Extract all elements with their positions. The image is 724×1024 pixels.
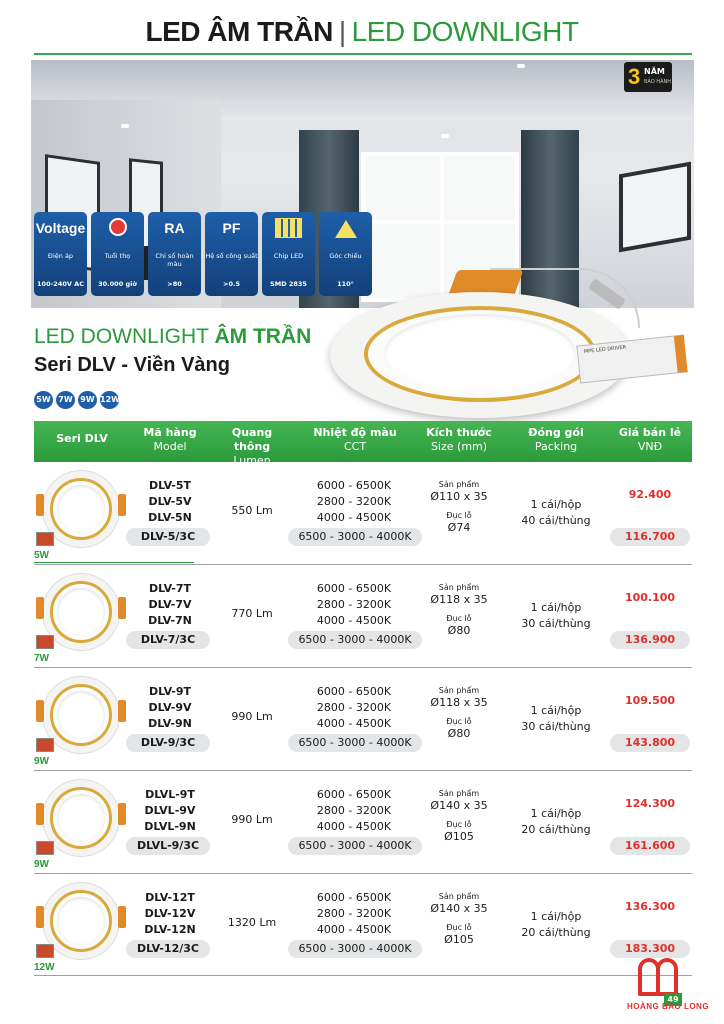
row-cct: 6000 - 6500K 2800 - 3200K 4000 - 4500K xyxy=(316,479,392,524)
row-divider xyxy=(34,975,692,976)
product-thumbnail xyxy=(36,777,124,857)
badge-value: 100-240V AC xyxy=(37,280,84,288)
badge-value: 110° xyxy=(337,280,354,288)
badge-value: >80 xyxy=(167,280,182,288)
product-thumbnail xyxy=(36,674,124,754)
header-divider xyxy=(34,53,692,55)
badge-chip xyxy=(262,212,315,296)
row-wattage: 7W xyxy=(34,653,49,664)
badge-voltage xyxy=(34,212,87,296)
row-divider xyxy=(34,770,692,771)
row-price-3c: 161.600 xyxy=(610,837,690,855)
badge-ra xyxy=(148,212,201,296)
wattage-chip: 5W xyxy=(34,391,53,409)
model-3c: DLV-12/3C xyxy=(126,940,210,958)
cct-3c: 6500 - 3000 - 4000K xyxy=(288,940,422,958)
ra-icon: RA xyxy=(164,220,185,236)
model-code: DLVL-9N xyxy=(144,820,196,833)
table-row xyxy=(34,464,692,566)
product-thumbnail xyxy=(36,468,124,548)
row-cct: 6000 - 6500K 2800 - 3200K 4000 - 4500K xyxy=(316,891,392,936)
page-title-main: LED ÂM TRẦN xyxy=(145,16,333,47)
badge-label: Chip LED xyxy=(273,252,304,260)
series-title xyxy=(34,325,311,349)
row-models xyxy=(130,478,210,526)
table-header xyxy=(34,421,692,467)
badge-label: Hệ số công suất xyxy=(205,252,258,260)
series-title-bold: ÂM TRẦN xyxy=(214,325,312,348)
cct-3c: 6500 - 3000 - 4000K xyxy=(288,528,422,546)
cct-3c: 6500 - 3000 - 4000K xyxy=(288,837,422,855)
hero-picture-frame xyxy=(619,162,691,253)
model-3c: DLV-9/3C xyxy=(126,734,210,752)
series-subtitle: Seri DLV - Viền Vàng xyxy=(34,354,230,376)
row-price: 136.300 xyxy=(624,900,676,913)
row-divider xyxy=(34,667,692,668)
warranty-sub: BẢO HÀNH xyxy=(644,79,672,85)
page-title-sub: LED DOWNLIGHT xyxy=(351,16,579,47)
row-price: 124.300 xyxy=(624,797,676,810)
beam-angle-icon xyxy=(335,220,357,238)
table-row xyxy=(34,773,692,875)
row-packing: 1 cái/hộp 40 cái/thùng xyxy=(521,498,591,527)
row-size: Sản phẩm Ø140 x 35 Đục lỗ Ø105 xyxy=(430,892,488,946)
wattage-chip: 9W xyxy=(78,391,97,409)
row-price: 92.400 xyxy=(628,488,672,501)
badge-label: Chỉ số hoàn màu xyxy=(155,252,194,268)
table-row xyxy=(34,876,692,978)
model-code: DLV-5N xyxy=(148,511,192,524)
warranty-badge xyxy=(624,62,672,92)
model-3c: DLV-7/3C xyxy=(126,631,210,649)
model-3c: DLVL-9/3C xyxy=(126,837,210,855)
row-cct: 6000 - 6500K 2800 - 3200K 4000 - 4500K xyxy=(316,582,392,627)
badge-value: 30.000 giờ xyxy=(98,280,137,288)
row-price: 109.500 xyxy=(624,694,676,707)
row-lumen: 770 Lm xyxy=(231,607,273,620)
warranty-years: 3 xyxy=(628,64,641,89)
product-thumbnail xyxy=(36,571,124,651)
model-code: DLV-12V xyxy=(144,907,196,920)
model-code: DLV-12T xyxy=(145,891,195,904)
warranty-label: NĂM xyxy=(644,67,665,76)
row-cct: 6000 - 6500K 2800 - 3200K 4000 - 4500K xyxy=(316,685,392,730)
badge-label: Tuổi thọ xyxy=(104,252,131,260)
col-header-size: Kích thước Size (mm) xyxy=(426,426,492,453)
col-header-lumen: Quang thông Lumen xyxy=(231,426,273,467)
model-code: DLV-9N xyxy=(148,717,192,730)
badge-value: SMD 2835 xyxy=(270,280,307,288)
model-code: DLV-12N xyxy=(144,923,196,936)
title-separator: | xyxy=(338,16,346,47)
row-packing: 1 cái/hộp 20 cái/thùng xyxy=(521,807,591,836)
badge-label: Điện áp xyxy=(47,252,74,260)
row-divider xyxy=(34,564,692,565)
cct-3c: 6500 - 3000 - 4000K xyxy=(288,734,422,752)
product-image xyxy=(320,268,692,420)
row-size: Sản phẩm Ø140 x 35 Đục lỗ Ø105 xyxy=(430,789,488,843)
model-code: DLV-7V xyxy=(148,598,192,611)
model-code: DLV-9V xyxy=(148,701,192,714)
voltage-icon: Voltage xyxy=(35,220,86,236)
row-wattage: 12W xyxy=(34,962,55,973)
badge-pf xyxy=(205,212,258,296)
row-packing: 1 cái/hộp 30 cái/thùng xyxy=(521,601,591,630)
wattage-chip: 12W xyxy=(100,391,119,409)
clock-icon xyxy=(109,218,127,236)
row-packing: 1 cái/hộp 30 cái/thùng xyxy=(521,704,591,733)
table-row xyxy=(34,670,692,772)
model-code: DLV-7T xyxy=(148,582,192,595)
model-code: DLV-9T xyxy=(148,685,192,698)
col-header-series: Seri DLV xyxy=(56,432,108,445)
ceiling-light xyxy=(517,64,525,68)
row-models xyxy=(130,684,210,732)
driver-label: MPE LED DRIVER xyxy=(583,344,627,355)
ceiling-light xyxy=(441,134,449,138)
badge-lifespan xyxy=(91,212,144,296)
model-code: DLV-5T xyxy=(148,479,192,492)
row-cct: 6000 - 6500K 2800 - 3200K 4000 - 4500K xyxy=(316,788,392,833)
row-lumen: 1320 Lm xyxy=(227,916,277,929)
product-diffuser xyxy=(384,314,576,392)
product-thumbnail xyxy=(36,880,124,960)
row-wattage-underline xyxy=(34,562,194,563)
row-lumen: 990 Lm xyxy=(231,813,273,826)
row-wattage: 9W xyxy=(34,756,49,767)
row-models xyxy=(130,787,210,835)
col-header-cct: Nhiệt độ màu CCT xyxy=(313,426,397,453)
row-size: Sản phẩm Ø118 x 35 Đục lỗ Ø80 xyxy=(430,583,488,637)
page-number: 49 xyxy=(664,993,682,1006)
row-lumen: 990 Lm xyxy=(231,710,273,723)
page-header xyxy=(0,0,724,56)
row-price-3c: 116.700 xyxy=(610,528,690,546)
row-price-3c: 183.300 xyxy=(610,940,690,958)
row-divider xyxy=(34,873,692,874)
row-packing: 1 cái/hộp 20 cái/thùng xyxy=(521,910,591,939)
col-header-model: Mã hàng Model xyxy=(143,426,197,453)
row-price: 100.100 xyxy=(624,591,676,604)
row-size: Sản phẩm Ø118 x 35 Đục lỗ Ø80 xyxy=(430,686,488,740)
table-row xyxy=(34,567,692,669)
badge-label: Góc chiếu xyxy=(329,252,362,260)
pf-icon: PF xyxy=(222,220,241,236)
row-price-3c: 136.900 xyxy=(610,631,690,649)
row-models xyxy=(130,581,210,629)
col-header-price: Giá bán lẻ VNĐ xyxy=(618,426,682,453)
wattage-chip: 7W xyxy=(56,391,75,409)
ceiling-light xyxy=(121,124,129,128)
col-header-packing: Đóng gói Packing xyxy=(528,426,584,453)
model-code: DLVL-9V xyxy=(144,804,196,817)
model-code: DLV-5V xyxy=(148,495,192,508)
cct-3c: 6500 - 3000 - 4000K xyxy=(288,631,422,649)
series-title-light: LED DOWNLIGHT xyxy=(34,325,215,348)
row-price-3c: 143.800 xyxy=(610,734,690,752)
chip-icon xyxy=(275,218,302,238)
model-code: DLVL-9T xyxy=(145,788,195,801)
row-size: Sản phẩm Ø110 x 35 Đục lỗ Ø74 xyxy=(430,480,488,534)
row-lumen: 550 Lm xyxy=(231,504,273,517)
page-title xyxy=(0,16,724,48)
row-wattage: 5W xyxy=(34,550,49,561)
model-3c: DLV-5/3C xyxy=(126,528,210,546)
model-code: DLV-7N xyxy=(148,614,192,627)
row-wattage: 9W xyxy=(34,859,49,870)
brand-name: HOÀNG BẢO LONG xyxy=(626,1002,710,1011)
badge-value: >0.5 xyxy=(223,280,240,288)
row-models xyxy=(130,890,210,938)
